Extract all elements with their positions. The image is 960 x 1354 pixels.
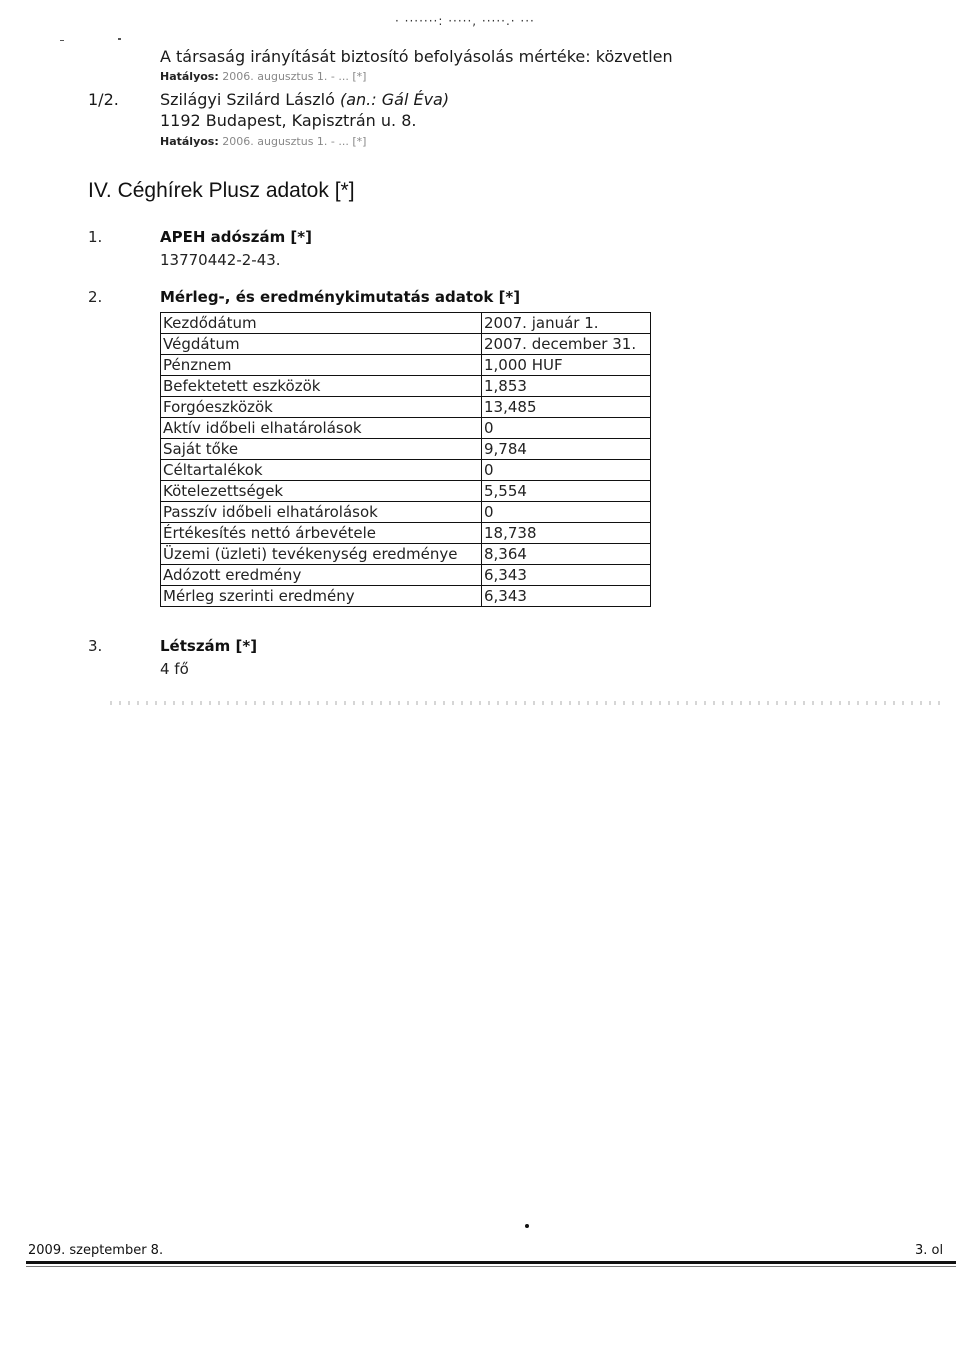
- row-value: 13,485: [482, 397, 651, 418]
- item-title-tax-number: APEH adószám [*]: [160, 228, 312, 246]
- tax-number-value: 13770442-2-43.: [160, 251, 281, 269]
- scan-mark: [118, 38, 121, 40]
- row-label: Értékesítés nettó árbevétele: [161, 523, 482, 544]
- row-label: Végdátum: [161, 334, 482, 355]
- table-row: [161, 586, 651, 607]
- scan-dot: [525, 1224, 529, 1228]
- scan-mark: [60, 40, 64, 41]
- item-number: 3.: [88, 637, 103, 655]
- row-label: Céltartalékok: [161, 460, 482, 481]
- footer-date: 2009. szeptember 8.: [28, 1243, 164, 1258]
- scan-dotted-line: [110, 701, 940, 705]
- row-label: Saját tőke: [161, 439, 482, 460]
- row-value: 9,784: [482, 439, 651, 460]
- row-label: Kezdődátum: [161, 313, 482, 334]
- table-row: [161, 502, 651, 523]
- row-label: Adózott eredmény: [161, 565, 482, 586]
- row-value: 2007. január 1.: [482, 313, 651, 334]
- owner-address: 1192 Budapest, Kapisztrán u. 8.: [160, 111, 417, 130]
- effective-value: 2006. augusztus 1. - ... [*]: [222, 70, 367, 83]
- row-value: 2007. december 31.: [482, 334, 651, 355]
- row-label: Forgóeszközök: [161, 397, 482, 418]
- section-title: IV. Céghírek Plusz adatok [*]: [88, 179, 355, 202]
- item-number: 2.: [88, 288, 103, 306]
- row-label: Kötelezettségek: [161, 481, 482, 502]
- table-row: [161, 313, 651, 334]
- item-number: 1.: [88, 228, 103, 246]
- table-row: [161, 334, 651, 355]
- control-line: A társaság irányítását biztosító befolyásolás mértéke: közvetlen: [160, 47, 673, 66]
- table-row: [161, 397, 651, 418]
- footer-rule-thin: [26, 1266, 956, 1267]
- footer-rule: [26, 1261, 956, 1264]
- owner-name-line: [160, 90, 449, 109]
- row-value: 0: [482, 460, 651, 481]
- row-value: 18,738: [482, 523, 651, 544]
- financial-table: [160, 312, 651, 607]
- table-row: [161, 418, 651, 439]
- row-value: 5,554: [482, 481, 651, 502]
- row-value: 1,853: [482, 376, 651, 397]
- row-value: 0: [482, 418, 651, 439]
- row-value: 8,364: [482, 544, 651, 565]
- row-value: 6,343: [482, 586, 651, 607]
- row-label: Üzemi (üzleti) tevékenység eredménye: [161, 544, 482, 565]
- headcount-value: 4 fő: [160, 660, 189, 678]
- table-row: [161, 355, 651, 376]
- table-row: [161, 565, 651, 586]
- effective-value: 2006. augusztus 1. - ... [*]: [222, 135, 367, 148]
- owner-mother-name: (an.: Gál Éva): [339, 90, 450, 109]
- item-title-headcount: Létszám [*]: [160, 637, 258, 655]
- table-row: [161, 376, 651, 397]
- effective-line: [160, 135, 366, 148]
- owner-name: Szilágyi Szilárd László: [160, 90, 335, 109]
- header-fragment: · ·······: ·····, ·····.· ···: [395, 14, 535, 28]
- item-title-balance-sheet: Mérleg-, és eredménykimutatás adatok [*]: [160, 288, 521, 306]
- row-label: Pénznem: [161, 355, 482, 376]
- table-row: [161, 544, 651, 565]
- effective-label: Hatályos:: [160, 135, 219, 148]
- effective-line: [160, 70, 366, 83]
- row-label: Aktív időbeli elhatárolások: [161, 418, 482, 439]
- row-label: Befektetett eszközök: [161, 376, 482, 397]
- row-label: Mérleg szerinti eredmény: [161, 586, 482, 607]
- row-value: 0: [482, 502, 651, 523]
- table-row: [161, 439, 651, 460]
- row-label: Passzív időbeli elhatárolások: [161, 502, 482, 523]
- effective-label: Hatályos:: [160, 70, 219, 83]
- table-row: [161, 481, 651, 502]
- owner-number: 1/2.: [88, 90, 119, 109]
- footer-page: 3. ol: [915, 1243, 944, 1258]
- row-value: 1,000 HUF: [482, 355, 651, 376]
- table-row: [161, 523, 651, 544]
- table-row: [161, 460, 651, 481]
- row-value: 6,343: [482, 565, 651, 586]
